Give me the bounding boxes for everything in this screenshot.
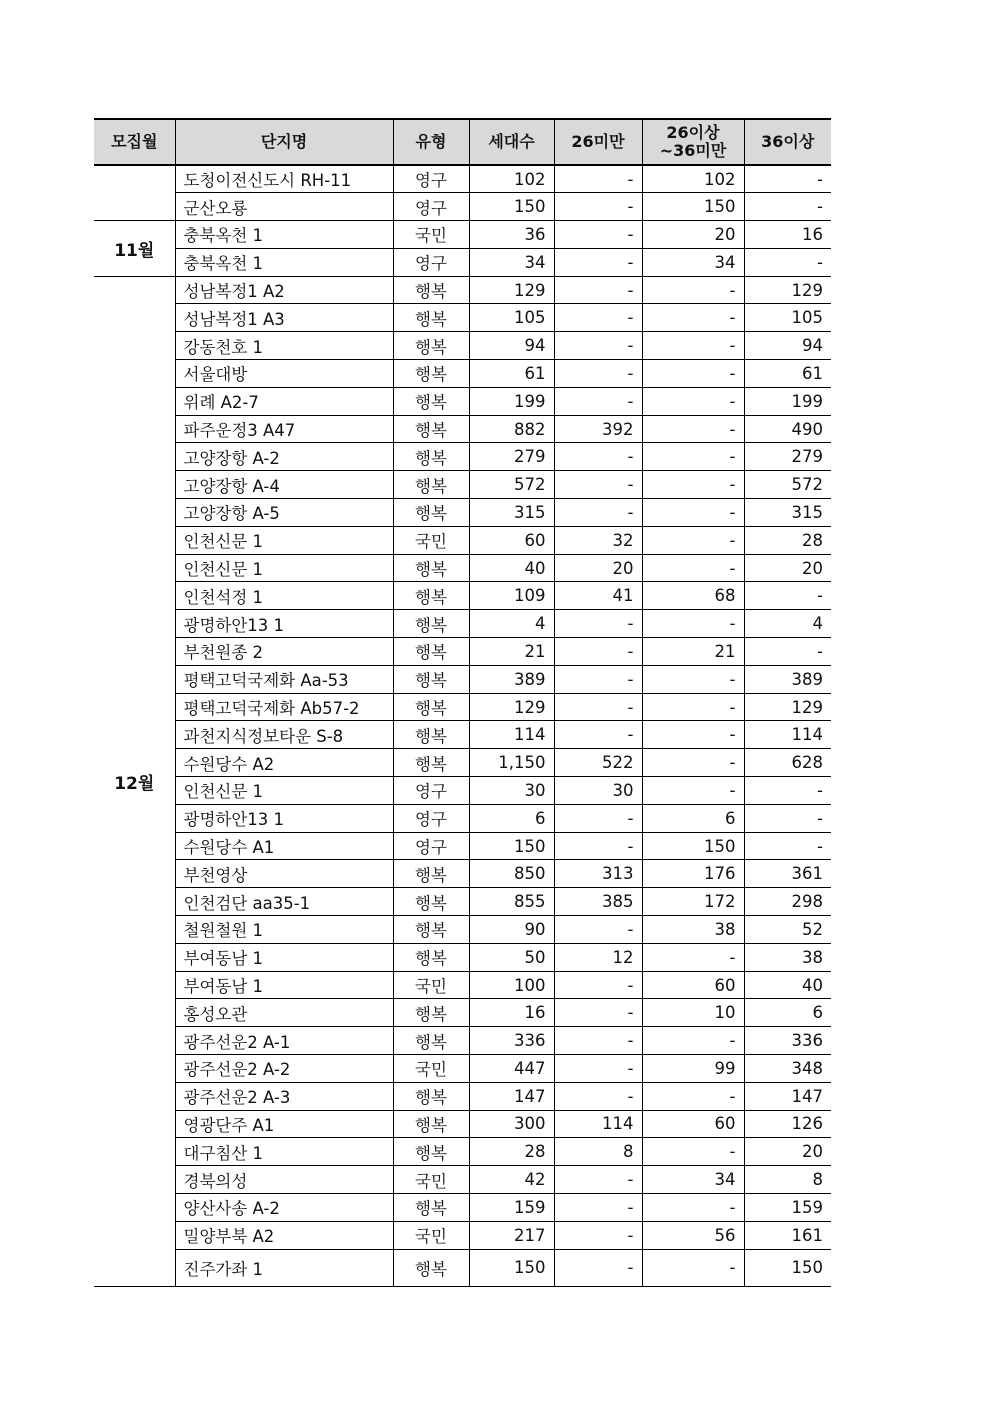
- type-cell: 행복: [393, 276, 469, 304]
- under-26-cell: -: [554, 1221, 642, 1249]
- table-row: [94, 221, 831, 249]
- table-row: [94, 1138, 831, 1166]
- table-row: [94, 1193, 831, 1221]
- age-26-36-cell: -: [642, 749, 744, 777]
- type-cell: 행복: [393, 1082, 469, 1110]
- under-26-cell: -: [554, 332, 642, 360]
- table-row: [94, 554, 831, 582]
- households-cell: 279: [469, 443, 554, 471]
- type-cell: 행복: [393, 665, 469, 693]
- complex-name-cell: 인천신문 1: [175, 554, 393, 582]
- complex-name-cell: 부천영상: [175, 860, 393, 888]
- age-26-36-cell: 172: [642, 888, 744, 916]
- table-row: [94, 1055, 831, 1083]
- age-26-36-cell: -: [642, 1249, 744, 1286]
- households-cell: 315: [469, 499, 554, 527]
- table-row: [94, 693, 831, 721]
- age-26-36-cell: -: [642, 1027, 744, 1055]
- households-cell: 217: [469, 1221, 554, 1249]
- under-26-cell: -: [554, 1082, 642, 1110]
- table-row: [94, 749, 831, 777]
- type-cell: 행복: [393, 1193, 469, 1221]
- table-row: [94, 777, 831, 805]
- under-26-cell: -: [554, 693, 642, 721]
- table-row: [94, 1110, 831, 1138]
- complex-name-cell: 강동천호 1: [175, 332, 393, 360]
- month-cell: [94, 165, 175, 221]
- age-26-36-cell: 99: [642, 1055, 744, 1083]
- households-cell: 105: [469, 304, 554, 332]
- table-row: [94, 638, 831, 666]
- over-36-cell: 40: [744, 971, 831, 999]
- age-26-36-cell: -: [642, 554, 744, 582]
- age-26-36-cell: 34: [642, 1166, 744, 1194]
- complex-name-cell: 성남복정1 A3: [175, 304, 393, 332]
- over-36-cell: 61: [744, 360, 831, 388]
- header-under-26: 26미만: [554, 119, 642, 165]
- over-36-cell: 8: [744, 1166, 831, 1194]
- over-36-cell: 361: [744, 860, 831, 888]
- under-26-cell: -: [554, 721, 642, 749]
- complex-name-cell: 광주선운2 A-2: [175, 1055, 393, 1083]
- complex-name-cell: 인천신문 1: [175, 777, 393, 805]
- complex-name-cell: 영광단주 A1: [175, 1110, 393, 1138]
- households-cell: 42: [469, 1166, 554, 1194]
- complex-name-cell: 고양장항 A-2: [175, 443, 393, 471]
- complex-name-cell: 군산오룡: [175, 193, 393, 221]
- under-26-cell: -: [554, 165, 642, 193]
- complex-name-cell: 성남복정1 A2: [175, 276, 393, 304]
- type-cell: 영구: [393, 248, 469, 276]
- age-26-36-cell: 38: [642, 916, 744, 944]
- age-26-36-cell: -: [642, 387, 744, 415]
- table-row: [94, 1082, 831, 1110]
- table-row: [94, 360, 831, 388]
- age-26-36-cell: -: [642, 1138, 744, 1166]
- complex-name-cell: 광명하안13 1: [175, 804, 393, 832]
- households-cell: 850: [469, 860, 554, 888]
- type-cell: 행복: [393, 860, 469, 888]
- households-cell: 109: [469, 582, 554, 610]
- age-26-36-cell: -: [642, 471, 744, 499]
- age-26-36-cell: 6: [642, 804, 744, 832]
- table-row: [94, 526, 831, 554]
- over-36-cell: 628: [744, 749, 831, 777]
- households-cell: 447: [469, 1055, 554, 1083]
- under-26-cell: 12: [554, 943, 642, 971]
- complex-name-cell: 철원철원 1: [175, 916, 393, 944]
- type-cell: 국민: [393, 1055, 469, 1083]
- table-row: [94, 276, 831, 304]
- over-36-cell: 105: [744, 304, 831, 332]
- type-cell: 행복: [393, 888, 469, 916]
- over-36-cell: 6: [744, 999, 831, 1027]
- complex-name-cell: 수원당수 A1: [175, 832, 393, 860]
- households-cell: 389: [469, 665, 554, 693]
- complex-name-cell: 밀양부북 A2: [175, 1221, 393, 1249]
- table-row: [94, 332, 831, 360]
- complex-name-cell: 경북의성: [175, 1166, 393, 1194]
- under-26-cell: -: [554, 971, 642, 999]
- type-cell: 영구: [393, 777, 469, 805]
- over-36-cell: 298: [744, 888, 831, 916]
- households-cell: 40: [469, 554, 554, 582]
- table-row: [94, 387, 831, 415]
- complex-name-cell: 충북옥천 1: [175, 221, 393, 249]
- households-cell: 94: [469, 332, 554, 360]
- over-36-cell: -: [744, 165, 831, 193]
- age-26-36-cell: 150: [642, 832, 744, 860]
- type-cell: 행복: [393, 1249, 469, 1286]
- type-cell: 행복: [393, 1027, 469, 1055]
- households-cell: 199: [469, 387, 554, 415]
- households-cell: 102: [469, 165, 554, 193]
- table-row: [94, 248, 831, 276]
- over-36-cell: 16: [744, 221, 831, 249]
- complex-name-cell: 서울대방: [175, 360, 393, 388]
- type-cell: 행복: [393, 721, 469, 749]
- under-26-cell: -: [554, 193, 642, 221]
- table-row: [94, 193, 831, 221]
- complex-name-cell: 광주선운2 A-3: [175, 1082, 393, 1110]
- households-cell: 882: [469, 415, 554, 443]
- under-26-cell: -: [554, 471, 642, 499]
- age-26-36-cell: 34: [642, 248, 744, 276]
- age-26-36-cell: -: [642, 360, 744, 388]
- age-26-36-cell: 60: [642, 1110, 744, 1138]
- over-36-cell: 336: [744, 1027, 831, 1055]
- households-cell: 336: [469, 1027, 554, 1055]
- over-36-cell: 572: [744, 471, 831, 499]
- month-cell: 12월: [94, 276, 175, 1286]
- under-26-cell: 313: [554, 860, 642, 888]
- header-recruit-month: 모집월: [94, 119, 175, 165]
- age-26-36-cell: 102: [642, 165, 744, 193]
- age-26-36-cell: 56: [642, 1221, 744, 1249]
- header-type: 유형: [393, 119, 469, 165]
- households-cell: 36: [469, 221, 554, 249]
- households-cell: 6: [469, 804, 554, 832]
- households-cell: 114: [469, 721, 554, 749]
- over-36-cell: 38: [744, 943, 831, 971]
- complex-name-cell: 부여동남 1: [175, 943, 393, 971]
- table-row: [94, 916, 831, 944]
- complex-name-cell: 홍성오관: [175, 999, 393, 1027]
- under-26-cell: 385: [554, 888, 642, 916]
- households-cell: 90: [469, 916, 554, 944]
- type-cell: 행복: [393, 999, 469, 1027]
- table-row: [94, 499, 831, 527]
- type-cell: 행복: [393, 916, 469, 944]
- complex-name-cell: 부여동남 1: [175, 971, 393, 999]
- households-cell: 159: [469, 1193, 554, 1221]
- under-26-cell: 8: [554, 1138, 642, 1166]
- households-cell: 129: [469, 276, 554, 304]
- age-26-36-cell: -: [642, 415, 744, 443]
- under-26-cell: 392: [554, 415, 642, 443]
- age-26-36-cell: -: [642, 332, 744, 360]
- complex-name-cell: 광명하안13 1: [175, 610, 393, 638]
- over-36-cell: 161: [744, 1221, 831, 1249]
- type-cell: 행복: [393, 360, 469, 388]
- table-row: [94, 1166, 831, 1194]
- over-36-cell: 315: [744, 499, 831, 527]
- type-cell: 영구: [393, 193, 469, 221]
- month-cell: 11월: [94, 221, 175, 277]
- type-cell: 영구: [393, 804, 469, 832]
- table-row: [94, 1027, 831, 1055]
- over-36-cell: -: [744, 804, 831, 832]
- type-cell: 국민: [393, 971, 469, 999]
- age-26-36-cell: -: [642, 943, 744, 971]
- over-36-cell: -: [744, 832, 831, 860]
- over-36-cell: 28: [744, 526, 831, 554]
- age-26-36-cell: 150: [642, 193, 744, 221]
- households-cell: 100: [469, 971, 554, 999]
- age-26-36-cell: -: [642, 443, 744, 471]
- age-26-36-cell: -: [642, 1082, 744, 1110]
- table-row: [94, 721, 831, 749]
- type-cell: 행복: [393, 415, 469, 443]
- age-26-36-cell: 60: [642, 971, 744, 999]
- under-26-cell: -: [554, 999, 642, 1027]
- under-26-cell: 522: [554, 749, 642, 777]
- header-row: [94, 119, 831, 165]
- complex-name-cell: 양산사송 A-2: [175, 1193, 393, 1221]
- over-36-cell: 490: [744, 415, 831, 443]
- under-26-cell: 114: [554, 1110, 642, 1138]
- type-cell: 행복: [393, 610, 469, 638]
- type-cell: 행복: [393, 1138, 469, 1166]
- complex-name-cell: 진주가좌 1: [175, 1249, 393, 1286]
- type-cell: 행복: [393, 387, 469, 415]
- under-26-cell: -: [554, 638, 642, 666]
- households-cell: 1,150: [469, 749, 554, 777]
- households-cell: 16: [469, 999, 554, 1027]
- age-26-36-cell: -: [642, 721, 744, 749]
- over-36-cell: 4: [744, 610, 831, 638]
- age-26-36-cell: 176: [642, 860, 744, 888]
- over-36-cell: 150: [744, 1249, 831, 1286]
- age-26-36-cell: 10: [642, 999, 744, 1027]
- over-36-cell: 348: [744, 1055, 831, 1083]
- type-cell: 행복: [393, 638, 469, 666]
- households-cell: 61: [469, 360, 554, 388]
- type-cell: 국민: [393, 526, 469, 554]
- households-cell: 150: [469, 832, 554, 860]
- header-over-36: 36이상: [744, 119, 831, 165]
- under-26-cell: -: [554, 304, 642, 332]
- complex-name-cell: 과천지식정보타운 S-8: [175, 721, 393, 749]
- complex-name-cell: 위례 A2-7: [175, 387, 393, 415]
- type-cell: 행복: [393, 943, 469, 971]
- over-36-cell: -: [744, 193, 831, 221]
- over-36-cell: 159: [744, 1193, 831, 1221]
- over-36-cell: 199: [744, 387, 831, 415]
- type-cell: 행복: [393, 693, 469, 721]
- over-36-cell: 20: [744, 1138, 831, 1166]
- under-26-cell: -: [554, 499, 642, 527]
- type-cell: 국민: [393, 1221, 469, 1249]
- table-row: [94, 860, 831, 888]
- complex-name-cell: 부천원종 2: [175, 638, 393, 666]
- housing-recruitment-table: [94, 118, 831, 1287]
- households-cell: 150: [469, 1249, 554, 1286]
- over-36-cell: -: [744, 248, 831, 276]
- households-cell: 572: [469, 471, 554, 499]
- age-26-36-cell: -: [642, 693, 744, 721]
- complex-name-cell: 평택고덕국제화 Aa-53: [175, 665, 393, 693]
- age-26-36-cell: 20: [642, 221, 744, 249]
- table-row: [94, 832, 831, 860]
- complex-name-cell: 수원당수 A2: [175, 749, 393, 777]
- under-26-cell: 32: [554, 526, 642, 554]
- over-36-cell: 129: [744, 693, 831, 721]
- table-row: [94, 665, 831, 693]
- under-26-cell: -: [554, 387, 642, 415]
- type-cell: 행복: [393, 582, 469, 610]
- households-cell: 60: [469, 526, 554, 554]
- table-row: [94, 999, 831, 1027]
- header-complex-name: 단지명: [175, 119, 393, 165]
- table-row: [94, 165, 831, 193]
- age-26-36-cell: -: [642, 1193, 744, 1221]
- over-36-cell: 279: [744, 443, 831, 471]
- complex-name-cell: 파주운정3 A47: [175, 415, 393, 443]
- table-row: [94, 943, 831, 971]
- under-26-cell: -: [554, 1027, 642, 1055]
- under-26-cell: -: [554, 1193, 642, 1221]
- type-cell: 행복: [393, 332, 469, 360]
- table-row: [94, 443, 831, 471]
- over-36-cell: 389: [744, 665, 831, 693]
- under-26-cell: -: [554, 804, 642, 832]
- header-households: 세대수: [469, 119, 554, 165]
- table-row: [94, 582, 831, 610]
- over-36-cell: 129: [744, 276, 831, 304]
- households-cell: 300: [469, 1110, 554, 1138]
- type-cell: 영구: [393, 832, 469, 860]
- households-cell: 28: [469, 1138, 554, 1166]
- over-36-cell: 52: [744, 916, 831, 944]
- table-row: [94, 888, 831, 916]
- over-36-cell: -: [744, 582, 831, 610]
- households-cell: 50: [469, 943, 554, 971]
- table-row: [94, 804, 831, 832]
- table-row: [94, 971, 831, 999]
- complex-name-cell: 광주선운2 A-1: [175, 1027, 393, 1055]
- over-36-cell: -: [744, 777, 831, 805]
- complex-name-cell: 평택고덕국제화 Ab57-2: [175, 693, 393, 721]
- table-row: [94, 610, 831, 638]
- age-26-36-cell: 68: [642, 582, 744, 610]
- complex-name-cell: 대구침산 1: [175, 1138, 393, 1166]
- under-26-cell: 20: [554, 554, 642, 582]
- households-cell: 34: [469, 248, 554, 276]
- under-26-cell: -: [554, 916, 642, 944]
- type-cell: 행복: [393, 499, 469, 527]
- table-row: [94, 415, 831, 443]
- over-36-cell: 126: [744, 1110, 831, 1138]
- households-cell: 4: [469, 610, 554, 638]
- households-cell: 855: [469, 888, 554, 916]
- under-26-cell: -: [554, 360, 642, 388]
- table-row: [94, 471, 831, 499]
- age-26-36-cell: 21: [642, 638, 744, 666]
- households-cell: 150: [469, 193, 554, 221]
- header-26-to-36: 26이상 ~36미만: [642, 119, 744, 165]
- type-cell: 영구: [393, 165, 469, 193]
- under-26-cell: -: [554, 443, 642, 471]
- over-36-cell: 20: [744, 554, 831, 582]
- under-26-cell: -: [554, 1166, 642, 1194]
- age-26-36-cell: -: [642, 526, 744, 554]
- complex-name-cell: 고양장항 A-4: [175, 471, 393, 499]
- table-row: [94, 1221, 831, 1249]
- over-36-cell: 94: [744, 332, 831, 360]
- under-26-cell: -: [554, 221, 642, 249]
- under-26-cell: -: [554, 248, 642, 276]
- under-26-cell: -: [554, 1249, 642, 1286]
- households-cell: 30: [469, 777, 554, 805]
- under-26-cell: 30: [554, 777, 642, 805]
- under-26-cell: -: [554, 610, 642, 638]
- under-26-cell: 41: [554, 582, 642, 610]
- age-26-36-cell: -: [642, 610, 744, 638]
- type-cell: 국민: [393, 1166, 469, 1194]
- type-cell: 행복: [393, 443, 469, 471]
- over-36-cell: -: [744, 638, 831, 666]
- complex-name-cell: 고양장항 A-5: [175, 499, 393, 527]
- households-cell: 147: [469, 1082, 554, 1110]
- complex-name-cell: 인천검단 aa35-1: [175, 888, 393, 916]
- complex-name-cell: 충북옥천 1: [175, 248, 393, 276]
- table-row: [94, 1249, 831, 1286]
- table-row: [94, 304, 831, 332]
- age-26-36-cell: -: [642, 499, 744, 527]
- under-26-cell: -: [554, 665, 642, 693]
- type-cell: 국민: [393, 221, 469, 249]
- type-cell: 행복: [393, 749, 469, 777]
- over-36-cell: 114: [744, 721, 831, 749]
- under-26-cell: -: [554, 276, 642, 304]
- complex-name-cell: 인천신문 1: [175, 526, 393, 554]
- type-cell: 행복: [393, 304, 469, 332]
- households-cell: 129: [469, 693, 554, 721]
- age-26-36-cell: -: [642, 304, 744, 332]
- type-cell: 행복: [393, 471, 469, 499]
- age-26-36-cell: -: [642, 665, 744, 693]
- age-26-36-cell: -: [642, 276, 744, 304]
- complex-name-cell: 인천석정 1: [175, 582, 393, 610]
- type-cell: 행복: [393, 554, 469, 582]
- under-26-cell: -: [554, 1055, 642, 1083]
- complex-name-cell: 도청이전신도시 RH-11: [175, 165, 393, 193]
- type-cell: 행복: [393, 1110, 469, 1138]
- under-26-cell: -: [554, 832, 642, 860]
- households-cell: 21: [469, 638, 554, 666]
- over-36-cell: 147: [744, 1082, 831, 1110]
- age-26-36-cell: -: [642, 777, 744, 805]
